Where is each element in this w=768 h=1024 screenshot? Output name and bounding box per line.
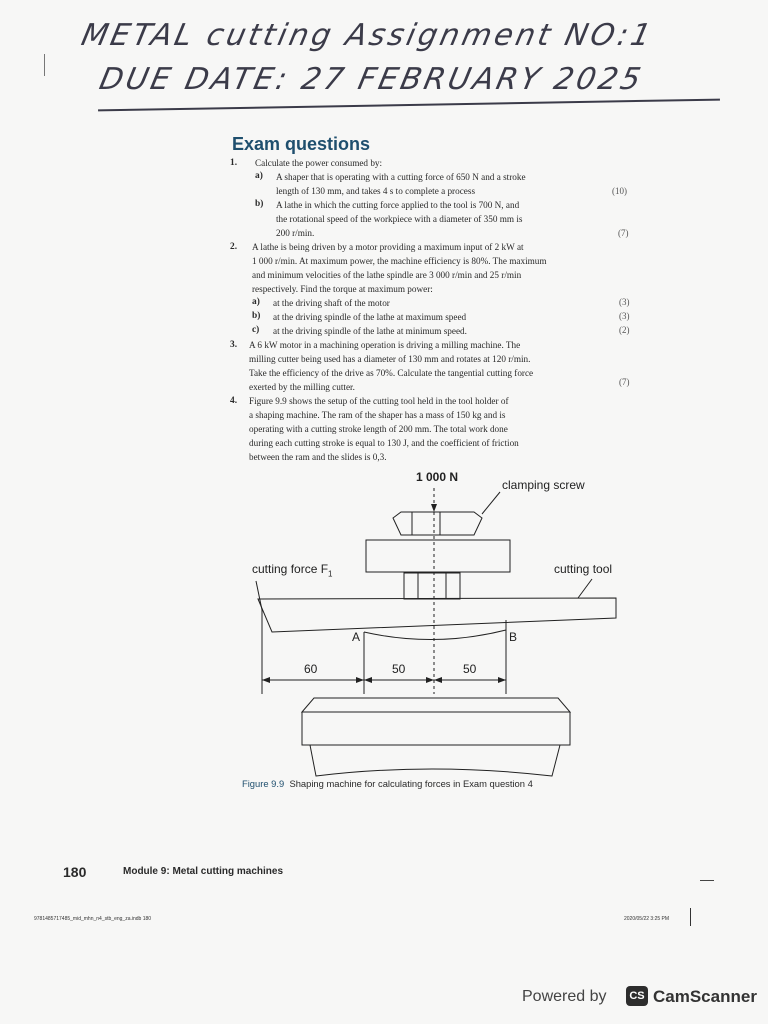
handwritten-title: METAL cutting Assignment NO:1 — [78, 18, 657, 53]
ram-top — [302, 698, 570, 712]
ram-body — [302, 712, 570, 745]
tool-rest-curve — [364, 630, 506, 640]
part-text: at the driving shaft of the motor — [273, 298, 390, 308]
mark-allocation: (2) — [619, 325, 630, 335]
point-b-label: B — [509, 630, 518, 644]
section-heading: Exam questions — [232, 134, 371, 154]
dimension-60: 60 — [304, 662, 318, 676]
screw-pointer — [482, 492, 500, 514]
question-text: exerted by the milling cutter. — [249, 382, 355, 392]
print-slug-file: 9781485717485_mid_mhn_n4_stb_eng_za.indb 180 — [34, 916, 152, 922]
cutting-force-label: cutting force $F_1$ — [252, 562, 333, 579]
handwritten-due-date: DUE DATE: 27 FEBRUARY 2025 — [96, 62, 647, 97]
dimension-50-left: 50 — [392, 662, 406, 676]
part-label: c) — [252, 325, 260, 335]
dim-arrow — [426, 677, 434, 683]
question-text: respectively. Find the torque at maximum power: — [252, 284, 433, 294]
crop-mark — [690, 908, 691, 926]
question-text: operating with a cutting stroke length of 200 mm. The total work done — [249, 424, 508, 434]
question-number: 3. — [230, 340, 238, 350]
part-text: at the driving spindle of the lathe at maximum speed — [273, 312, 467, 322]
figure-caption: Figure 9.9 Shaping machine for calculating forces in Exam question 4 — [242, 778, 533, 789]
part-label: a) — [255, 171, 263, 181]
camscanner-brand: CamScanner — [653, 987, 757, 1006]
cutting-tool-label: cutting tool — [554, 562, 613, 576]
mark-allocation: (7) — [619, 377, 630, 387]
cutting-tool-bar — [258, 598, 616, 632]
question-text: between the ram and the slides is 0,3. — [249, 452, 387, 462]
part-text: the rotational speed of the workpiece with a diameter of 350 mm is — [276, 214, 523, 224]
question-text: Take the efficiency of the drive as 70%. Calculate the tangential cutting force — [249, 368, 534, 378]
module-title: Module 9: Metal cutting machines — [123, 866, 284, 877]
mark-allocation: (3) — [619, 297, 630, 307]
question-text: milling cutter being used has a diameter of 130 mm and rotates at 120 r/min. — [249, 354, 531, 364]
question-number: 2. — [230, 242, 238, 252]
question-text: A lathe is being driven by a motor providing a maximum input of 2 kW at — [252, 242, 524, 252]
dim-arrow — [356, 677, 364, 683]
part-text: A shaper that is operating with a cutting force of 650 N and a stroke — [276, 172, 526, 182]
force-pointer — [256, 581, 262, 610]
question-text: 1 000 r/min. At maximum power, the machine efficiency is 80%. The maximum — [252, 256, 547, 266]
question-text: A 6 kW motor in a machining operation is driving a milling machine. The — [249, 340, 521, 350]
clamp-block — [366, 540, 510, 572]
camscanner-logo-icon: CS — [626, 986, 648, 1006]
part-text: A lathe in which the cutting force applied to the tool is 700 N, and — [276, 200, 520, 210]
point-a-label: A — [352, 630, 361, 644]
tool-pointer — [578, 579, 592, 598]
part-label: b) — [255, 199, 264, 209]
powered-by-text: Powered by — [522, 988, 607, 1005]
dim-arrow — [498, 677, 506, 683]
crop-mark — [700, 880, 714, 881]
print-slug-date: 2020/05/22 3:25 PM — [624, 916, 670, 922]
dim-arrow — [262, 677, 270, 683]
dimension-50-right: 50 — [463, 662, 477, 676]
part-text: 200 r/min. — [276, 228, 315, 238]
question-number: 1. — [230, 158, 238, 168]
part-text: length of 130 mm, and takes 4 s to complete a process — [276, 186, 476, 196]
mark-allocation: (10) — [612, 186, 627, 196]
question-text: during each cutting stroke is equal to 130 J, and the coefficient of friction — [249, 438, 519, 448]
part-text: at the driving spindle of the lathe at minimum speed. — [273, 326, 467, 336]
part-label: a) — [252, 297, 260, 307]
dim-arrow — [434, 677, 442, 683]
clamping-screw-label: clamping screw — [502, 478, 585, 492]
tool-holder-nut — [404, 573, 460, 599]
ram-base — [310, 745, 560, 776]
mark-allocation: (3) — [619, 311, 630, 321]
page-number: 180 — [63, 864, 87, 880]
part-label: b) — [252, 311, 261, 321]
load-arrow — [431, 504, 437, 512]
load-label: 1 000 N — [416, 470, 459, 484]
question-text: a shaping machine. The ram of the shaper has a mass of 150 kg and is — [249, 410, 506, 420]
dim-arrow — [364, 677, 372, 683]
question-number: 4. — [230, 396, 238, 406]
question-text: Figure 9.9 shows the setup of the cutting tool held in the tool holder of — [249, 396, 509, 406]
question-text: and minimum velocities of the lathe spindle are 3 000 r/min and 25 r/min — [252, 270, 522, 280]
question-text: Calculate the power consumed by: — [255, 158, 383, 168]
screw-head — [393, 512, 482, 535]
mark-allocation: (7) — [618, 228, 629, 238]
